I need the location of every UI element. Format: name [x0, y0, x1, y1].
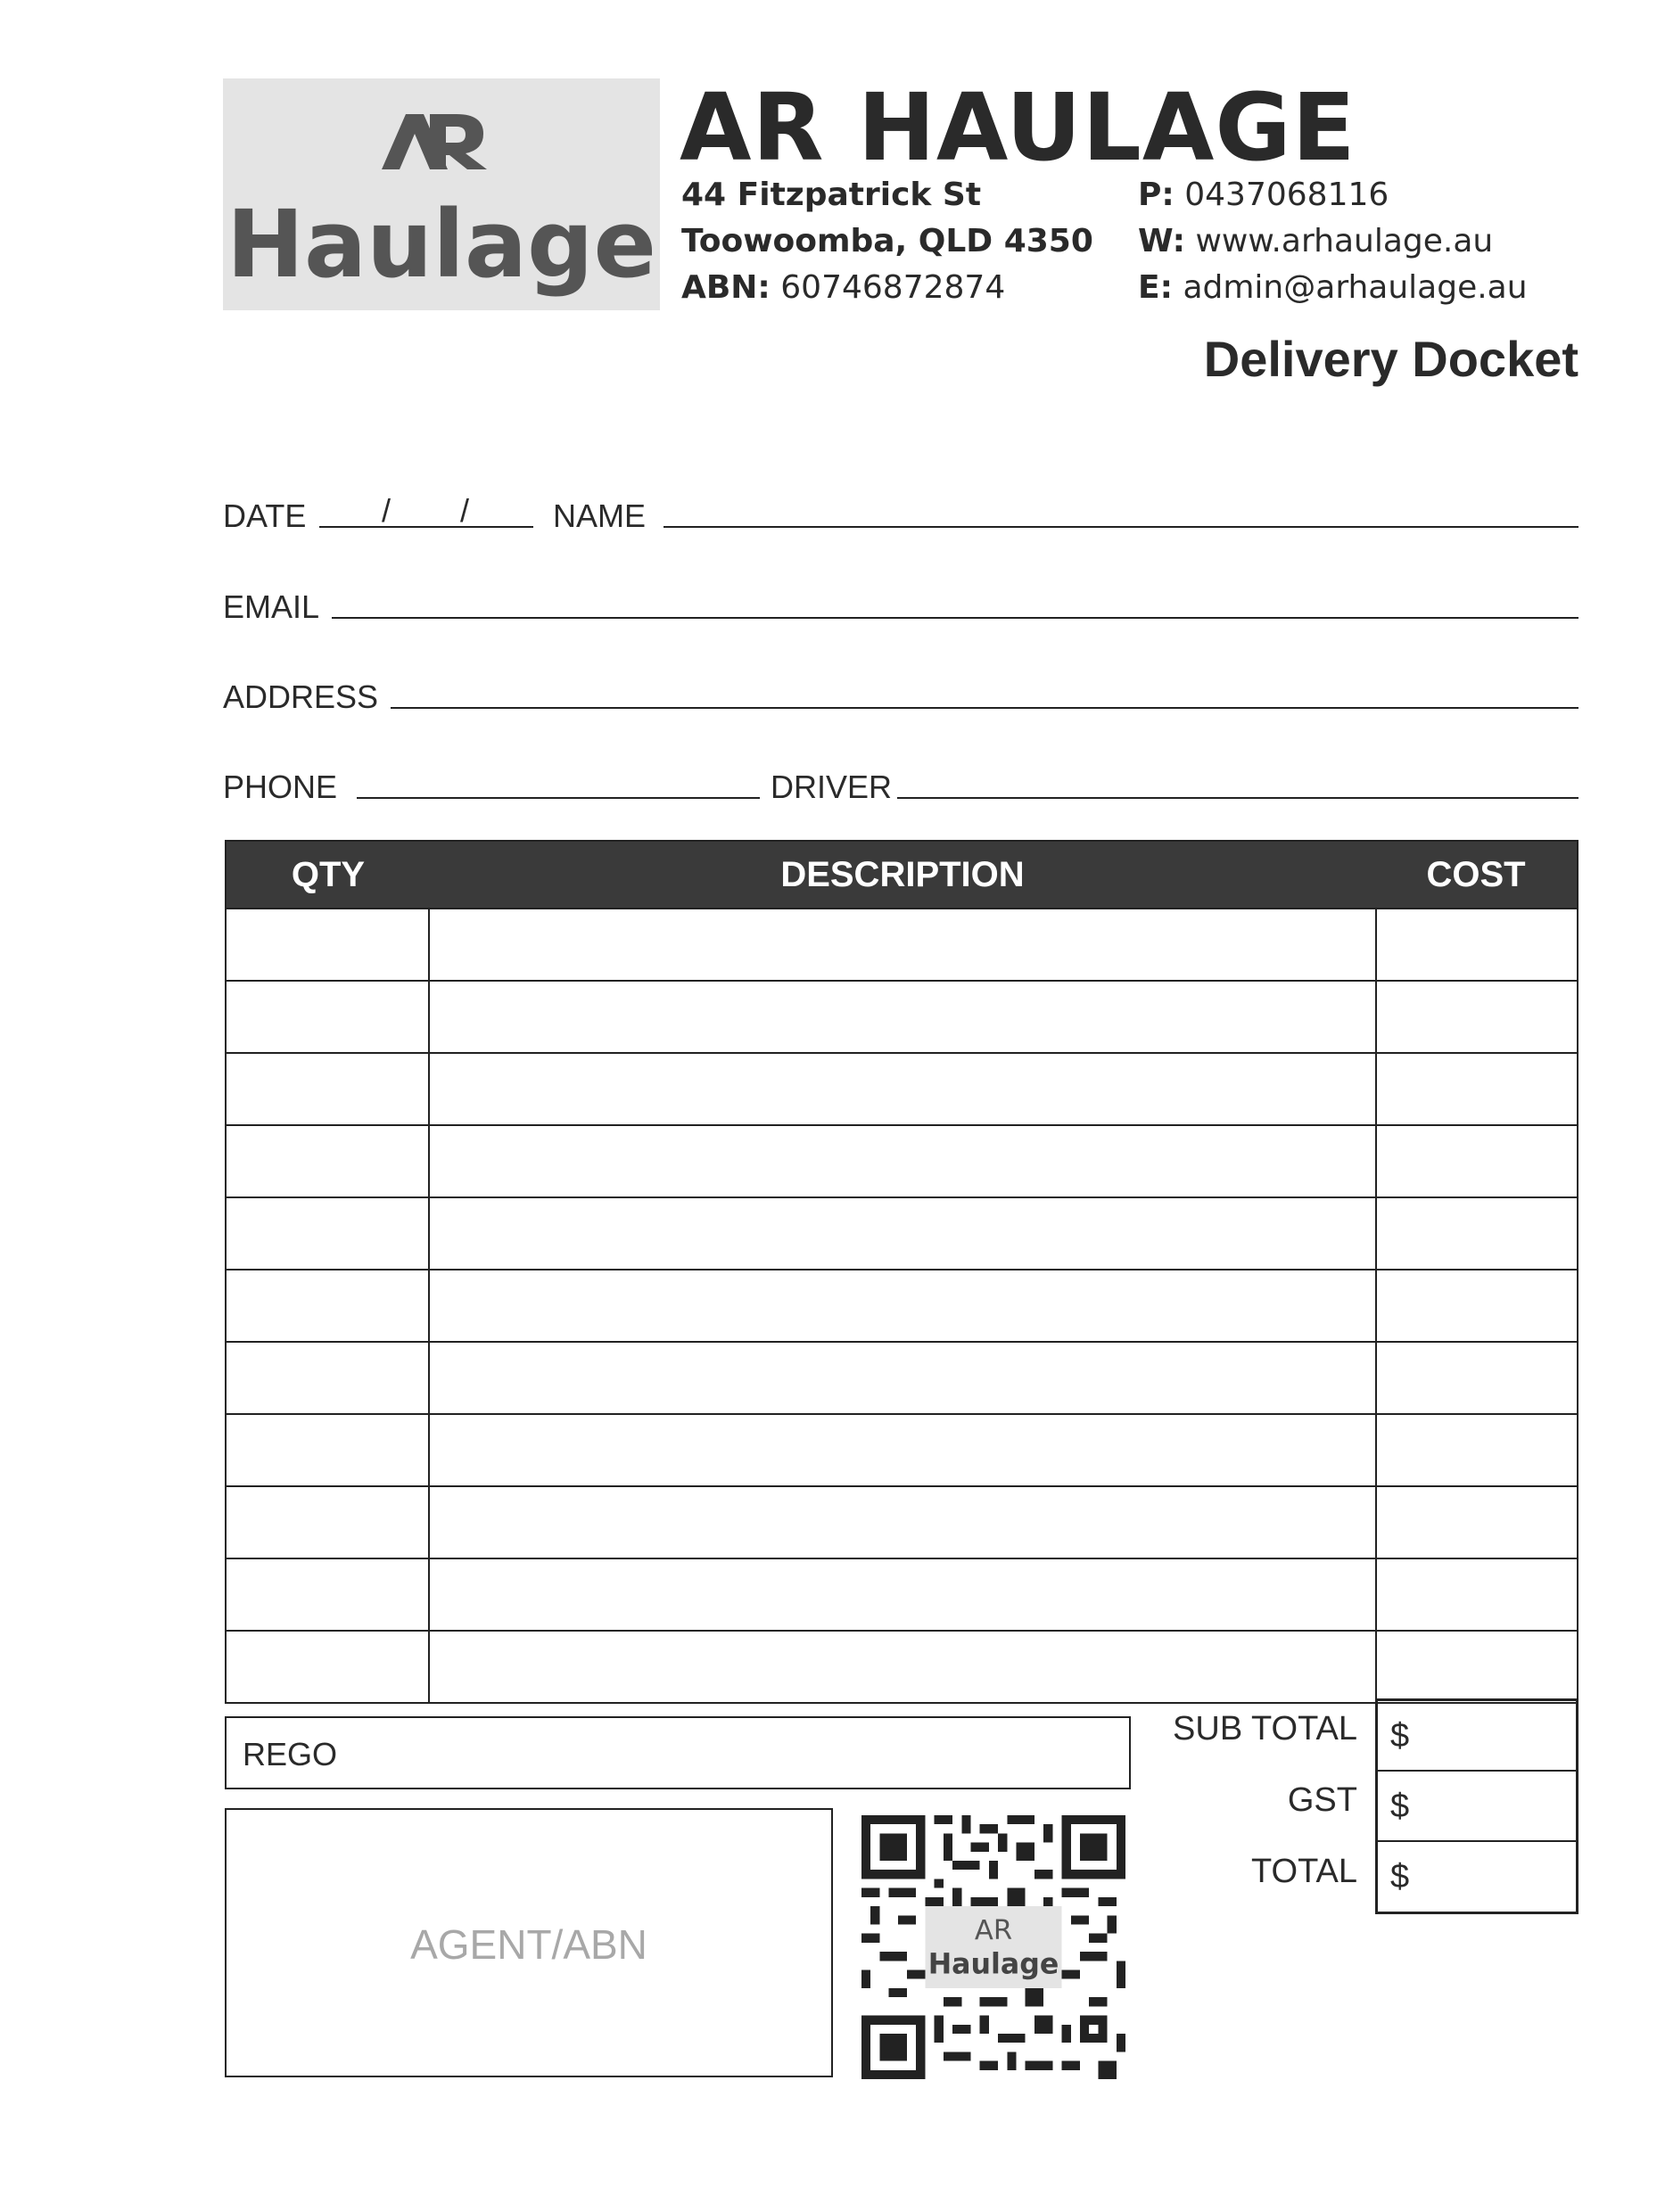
phone-label: P:	[1138, 177, 1175, 213]
email-field[interactable]	[332, 617, 1578, 619]
company-name: AR HAULAGE	[680, 73, 1356, 182]
driver-label: DRIVER	[771, 769, 893, 805]
description-cell[interactable]	[430, 1559, 1375, 1630]
table-row	[227, 1052, 1577, 1124]
description-cell[interactable]	[430, 1054, 1375, 1124]
phone-label: PHONE	[223, 769, 338, 805]
totals-box	[1375, 1698, 1578, 1914]
description-cell[interactable]	[430, 1198, 1375, 1269]
subtotal-label: SUB TOTAL	[1173, 1710, 1357, 1747]
email-value: admin@arhaulage.au	[1183, 269, 1528, 306]
agent-abn-field[interactable]	[225, 1808, 833, 2077]
table-row	[227, 1341, 1577, 1413]
qty-cell[interactable]	[227, 1632, 430, 1702]
phone-value: 0437068116	[1184, 177, 1389, 213]
qty-cell[interactable]	[227, 1343, 430, 1413]
company-abn	[681, 269, 1005, 306]
address-label: ADDRESS	[223, 678, 379, 715]
header-description: DESCRIPTION	[780, 854, 1025, 894]
cost-cell[interactable]	[1375, 1198, 1577, 1269]
table-row	[227, 908, 1577, 980]
currency-symbol: $	[1390, 1858, 1410, 1895]
qty-cell[interactable]	[227, 1054, 430, 1124]
table-row	[227, 1413, 1577, 1485]
cost-cell[interactable]	[1375, 1126, 1577, 1196]
date-separator-2: /	[460, 492, 470, 529]
total-label: TOTAL	[1251, 1853, 1357, 1890]
currency-symbol: $	[1390, 1788, 1410, 1825]
cost-cell[interactable]	[1375, 1270, 1577, 1341]
cost-cell[interactable]	[1375, 1343, 1577, 1413]
cost-cell[interactable]	[1375, 1487, 1577, 1558]
qty-cell[interactable]	[227, 1126, 430, 1196]
qr-logo-ar: AR	[974, 1914, 1013, 1946]
agent-abn-label: AGENT/ABN	[410, 1921, 647, 1968]
qty-cell[interactable]	[227, 1198, 430, 1269]
cost-cell[interactable]	[1375, 982, 1577, 1052]
qty-cell[interactable]	[227, 1487, 430, 1558]
qr-code-graphic	[861, 1815, 1125, 2079]
date-field[interactable]	[319, 526, 533, 528]
header-cost: COST	[1426, 854, 1526, 894]
cost-cell[interactable]	[1375, 1632, 1577, 1702]
description-cell[interactable]	[430, 1270, 1375, 1341]
header-qty: QTY	[291, 854, 366, 894]
description-cell[interactable]	[430, 1343, 1375, 1413]
description-cell[interactable]	[430, 982, 1375, 1052]
description-cell[interactable]	[430, 1632, 1375, 1702]
contact-phone	[1138, 177, 1389, 213]
qr-logo-haulage: Haulage	[927, 1948, 1059, 1981]
date-label: DATE	[223, 497, 307, 534]
qty-cell[interactable]	[227, 1559, 430, 1630]
logo-haulage-text: Haulage	[226, 190, 657, 299]
rego-label: REGO	[243, 1736, 338, 1772]
table-row	[227, 1124, 1577, 1196]
web-value: www.arhaulage.au	[1195, 223, 1494, 259]
web-label: W:	[1138, 223, 1185, 259]
document-title: Delivery Docket	[1203, 331, 1578, 387]
rego-field[interactable]	[225, 1716, 1131, 1789]
date-separator-1: /	[382, 492, 392, 529]
contact-email	[1138, 269, 1528, 306]
table-row	[227, 980, 1577, 1052]
subtotal-field[interactable]	[1378, 1701, 1576, 1772]
table-row	[227, 1630, 1577, 1702]
table-row	[227, 1196, 1577, 1269]
qty-cell[interactable]	[227, 909, 430, 980]
table-header	[227, 842, 1577, 908]
abn-value: 60746872874	[780, 269, 1006, 306]
abn-label: ABN:	[681, 269, 771, 306]
address-city: Toowoomba, QLD 4350	[681, 223, 1093, 259]
contact-web	[1138, 223, 1493, 259]
email-label: EMAIL	[223, 588, 320, 625]
description-cell[interactable]	[430, 909, 1375, 980]
qty-cell[interactable]	[227, 982, 430, 1052]
currency-symbol: $	[1390, 1717, 1410, 1755]
table-row	[227, 1485, 1577, 1558]
qty-cell[interactable]	[227, 1270, 430, 1341]
items-table	[225, 840, 1578, 1704]
gst-label: GST	[1287, 1781, 1357, 1819]
driver-field[interactable]	[897, 797, 1578, 799]
name-label: NAME	[553, 497, 647, 534]
qty-cell[interactable]	[227, 1415, 430, 1485]
description-cell[interactable]	[430, 1415, 1375, 1485]
qr-code	[861, 1815, 1125, 2079]
address-field[interactable]	[391, 707, 1578, 709]
company-logo	[223, 78, 660, 310]
table-row	[227, 1558, 1577, 1630]
cost-cell[interactable]	[1375, 1415, 1577, 1485]
description-cell[interactable]	[430, 1487, 1375, 1558]
description-cell[interactable]	[430, 1126, 1375, 1196]
gst-field[interactable]	[1378, 1772, 1576, 1842]
phone-field[interactable]	[357, 797, 760, 799]
total-field[interactable]	[1378, 1842, 1576, 1912]
name-field[interactable]	[664, 526, 1578, 528]
table-row	[227, 1269, 1577, 1341]
email-label: E:	[1138, 269, 1173, 306]
cost-cell[interactable]	[1375, 909, 1577, 980]
cost-cell[interactable]	[1375, 1559, 1577, 1630]
address-street: 44 Fitzpatrick St	[681, 177, 982, 213]
cost-cell[interactable]	[1375, 1054, 1577, 1124]
